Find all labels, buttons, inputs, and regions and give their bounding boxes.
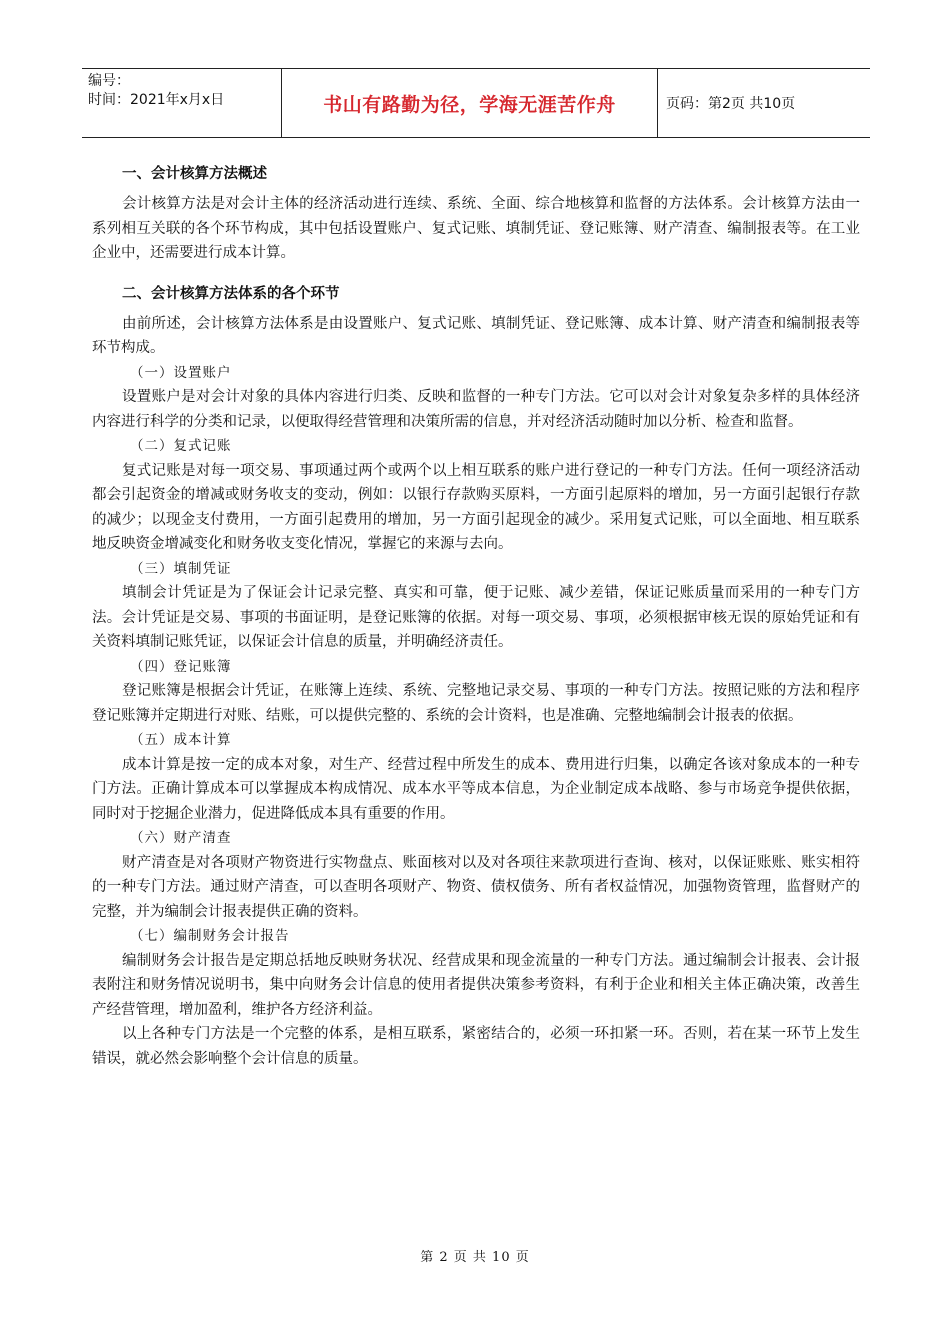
item-text-1: 设置账户是对会计对象的具体内容进行归类、反映和监督的一种专门方法。它可以对会计对象复杂多样的具体经济内容进行科学的分类和记录，以便取得经营管理和决策所需的信息，并对经济活动随时加以分析、检查和监督。 — [92, 389, 860, 430]
item-heading-6: （六）财产清查 — [130, 830, 232, 846]
item-text-4: 登记账簿是根据会计凭证，在账簿上连续、系统、完整地记录交易、事项的一种专门方法。按照记账的方法和程序登记账簿并定期进行对账、结账，可以提供完整的、系统的会计资料，也是准确、完整地编制会计报表的依据。 — [92, 683, 860, 724]
item-heading-3: （三）填制凭证 — [130, 560, 232, 577]
item-heading-5: （五）成本计算 — [130, 732, 232, 748]
item-heading-2: （二）复式记账 — [130, 438, 232, 454]
section-2-title: 二、会计核算方法体系的各个环节 — [122, 285, 340, 302]
conclusion-paragraph: 以上各种专门方法是一个完整的体系，是相互联系，紧密结合的，必须一环扣紧一环。否则，若在某一环节上发生错误，就必然会影响整个会计信息的质量。 — [92, 1026, 860, 1067]
item-text-2: 复式记账是对每一项交易、事项通过两个或两个以上相互联系的账户进行登记的一种专门方法。任何一项经济活动都会引起资金的增减或财务收支的变动，例如：以银行存款购买原料，一方面引起原料的增加，另一方面引起银行存款的减少；以现金支付费用，一方面引起费用的增加，另一方面引起现金的减少。采用复式记账，可以全面地、相互联系地反映资金增减变化和财务收支变化情况，掌握它的来源与去向。 — [92, 462, 860, 552]
doc-time-label: 时间：2021年x月x日 — [88, 92, 225, 108]
item-text-6: 财产清查是对各项财产物资进行实物盘点、账面核对以及对各项往来款项进行查询、核对，以保证账账、账实相符的一种专门方法。通过财产清查，可以查明各项财产、物资、债权债务、所有者权益情况，加强物资管理，监督财产的完整，并为编制会计报表提供正确的资料。 — [92, 854, 860, 920]
item-text-5: 成本计算是按一定的成本对象，对生产、经营过程中所发生的成本、费用进行归集，以确定各该对象成本的一种专门方法。正确计算成本可以掌握成本构成情况、成本水平等成本信息，为企业制定成本战略、参与市场竞争提供依据，同时对于挖掘企业潜力，促进降低成本具有重要的作用。 — [92, 756, 860, 822]
item-text-7: 编制财务会计报告是定期总括地反映财务状况、经营成果和现金流量的一种专门方法。通过编制会计报表、会计报表附注和财务情况说明书，集中向财务会计信息的使用者提供决策参考资料，有利于企业和相关主体正确决策，改善生产经营管理，增加盈利，维护各方经济利益。 — [92, 952, 860, 1018]
doc-number-label: 编号： — [88, 73, 130, 89]
page-header — [82, 68, 870, 138]
section-2-intro: 由前所述，会计核算方法体系是由设置账户、复式记账、填制凭证、登记账簿、成本计算、财产清查和编制报表等环节构成。 — [92, 315, 860, 356]
item-text-3: 填制会计凭证是为了保证会计记录完整、真实和可靠，便于记账、减少差错，保证记账质量而采用的一种专门方法。会计凭证是交易、事项的书面证明，是登记账簿的依据。对每一项交易、事项，必须根据审核无误的原始凭证和有关资料填制记账凭证，以保证会计信息的质量，并明确经济责任。 — [92, 585, 860, 650]
document-body — [92, 156, 860, 1071]
section-1-paragraph: 会计核算方法是对会计主体的经济活动进行连续、系统、全面、综合地核算和监督的方法体系。会计核算方法由一系列相互关联的各个环节构成，其中包括设置账户、复式记账、填制凭证、登记账簿、财产清查、编制报表等。在工业企业中，还需要进行成本计算。 — [92, 196, 860, 261]
section-1-title: 一、会计核算方法概述 — [122, 166, 267, 182]
item-heading-4: （四）登记账簿 — [130, 658, 232, 675]
header-meta — [82, 69, 282, 137]
item-heading-1: （一）设置账户 — [130, 364, 232, 381]
item-heading-7: （七）编制财务会计报告 — [130, 928, 290, 944]
header-page-info: 页码：第2页 共10页 — [666, 96, 796, 112]
header-motto: 书山有路勤为径，学海无涯苦作舟 — [282, 69, 658, 137]
page-footer-number: 第 2 页 共 10 页 — [420, 1250, 530, 1265]
